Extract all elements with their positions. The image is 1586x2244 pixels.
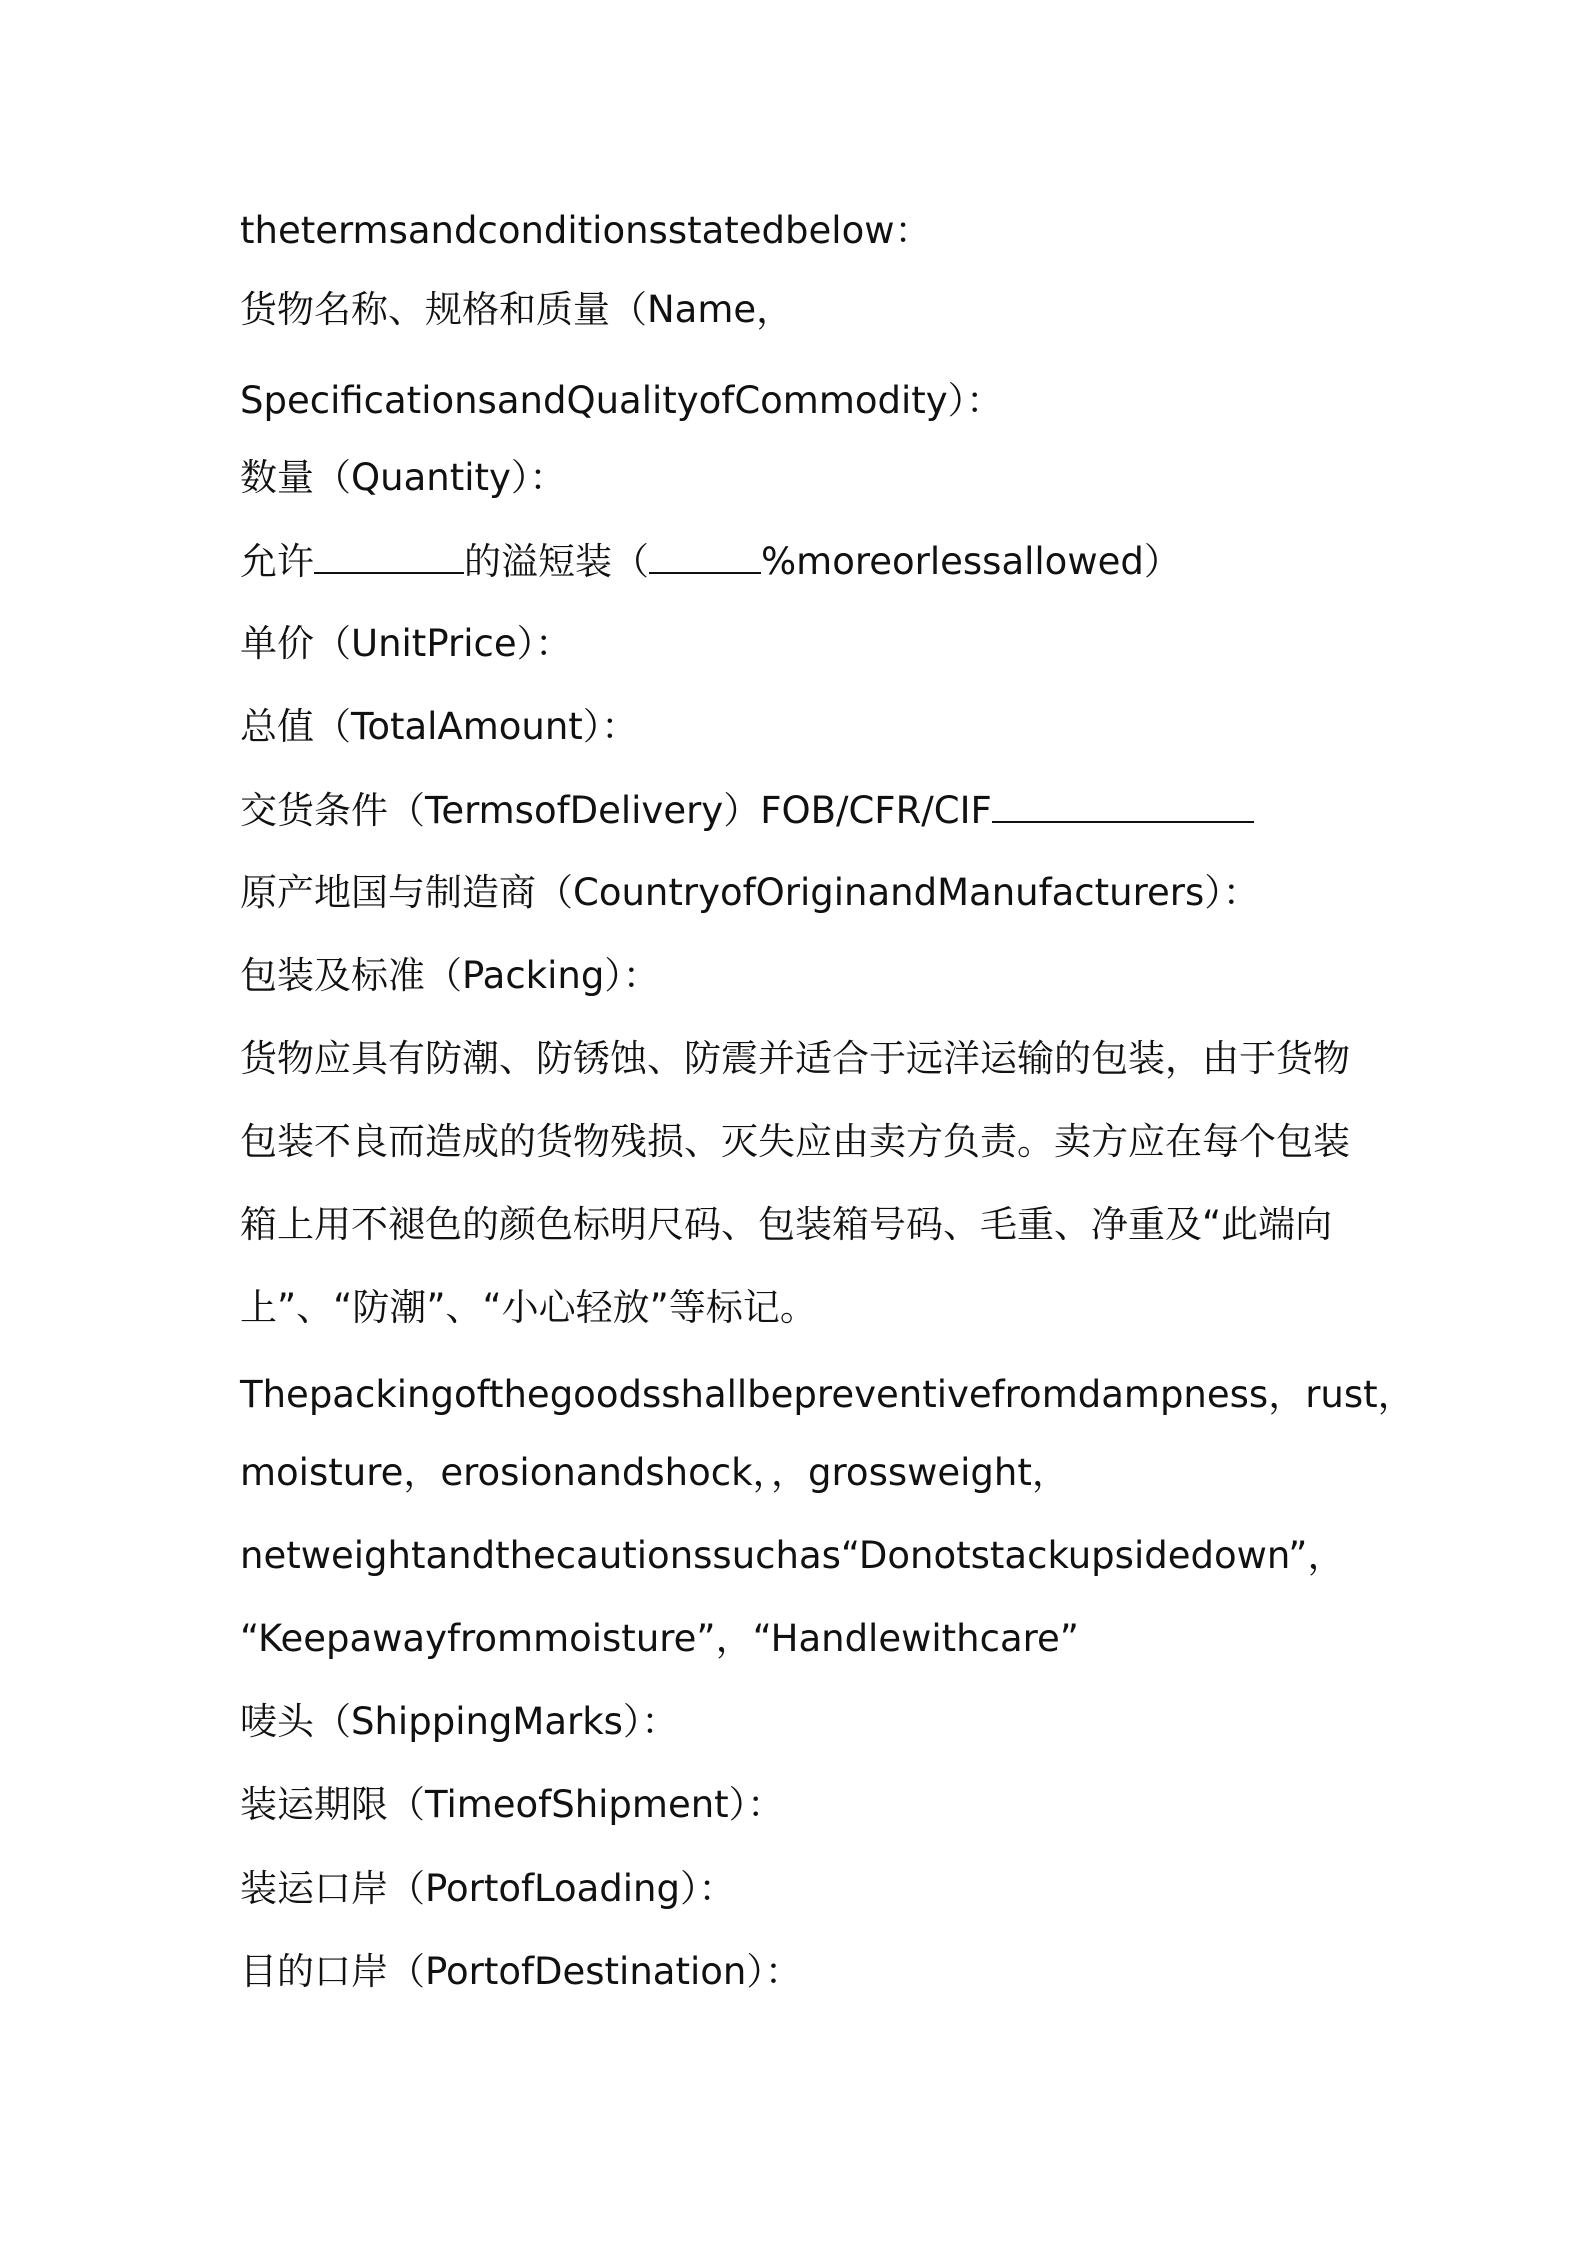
total-amount-label: 总值（TotalAmount）： (240, 705, 639, 748)
allowance-blank[interactable] (314, 538, 464, 574)
packing-en-line-4: “Keepawayfrommoisture”，“Handlewithcare” (240, 1617, 1079, 1660)
commodity-name-label: 货物名称、规格和质量（Name， (240, 288, 794, 331)
packing-en-line-2: moisture，erosionandshock，，grossweight， (240, 1451, 1069, 1494)
quantity-label: 数量（Quantity）： (240, 456, 567, 499)
allowance-suffix: %moreorlessallowed） (761, 540, 1181, 583)
packing-cn-line-4: 上”、“防潮”、“小心轻放”等标记。 (240, 1286, 817, 1329)
commodity-spec-label: SpecificationsandQualityofCommodity）： (240, 379, 1004, 422)
delivery-line (240, 787, 1254, 834)
packing-cn-line-2: 包装不良而造成的货物残损、灭失应由卖方负责。卖方应在每个包装 (240, 1120, 1350, 1163)
shipping-marks-label: 唛头（ShippingMarks）： (240, 1700, 679, 1743)
packing-cn-line-1: 货物应具有防潮、防锈蚀、防震并适合于远洋运输的包装，由于货物 (240, 1037, 1350, 1080)
port-of-loading-label: 装运口岸（PortofLoading）： (240, 1867, 736, 1910)
port-of-destination-label: 目的口岸（PortofDestination）： (240, 1950, 802, 1993)
time-of-shipment-label: 装运期限（TimeofShipment）： (240, 1783, 785, 1826)
origin-label: 原产地国与制造商（CountryofOriginandManufacturers）： (240, 871, 1260, 914)
delivery-label: 交货条件（TermsofDelivery）FOB/CFR/CIF (240, 789, 992, 832)
unit-price-label: 单价（UnitPrice）： (240, 622, 573, 665)
packing-en-line-3: netweightandthecautionssuchas“Donotstackupsidedown”， (240, 1534, 1345, 1577)
allowance-prefix: 允许 (240, 540, 314, 583)
packing-en-line-1: Thepackingofthegoodsshallbepreventivefromdampness，rust， (240, 1373, 1415, 1416)
packing-cn-line-3: 箱上用不褪色的颜色标明尺码、包装箱号码、毛重、净重及“此端向 (240, 1203, 1333, 1246)
intro-line: thetermsandconditionsstatedbelow： (240, 209, 932, 252)
allowance-line (240, 538, 1181, 585)
allowance-middle: 的溢短装（ (464, 540, 649, 583)
delivery-blank[interactable] (992, 787, 1254, 823)
allowance-percent-blank[interactable] (649, 538, 761, 574)
packing-label: 包装及标准（Packing）： (240, 954, 660, 997)
